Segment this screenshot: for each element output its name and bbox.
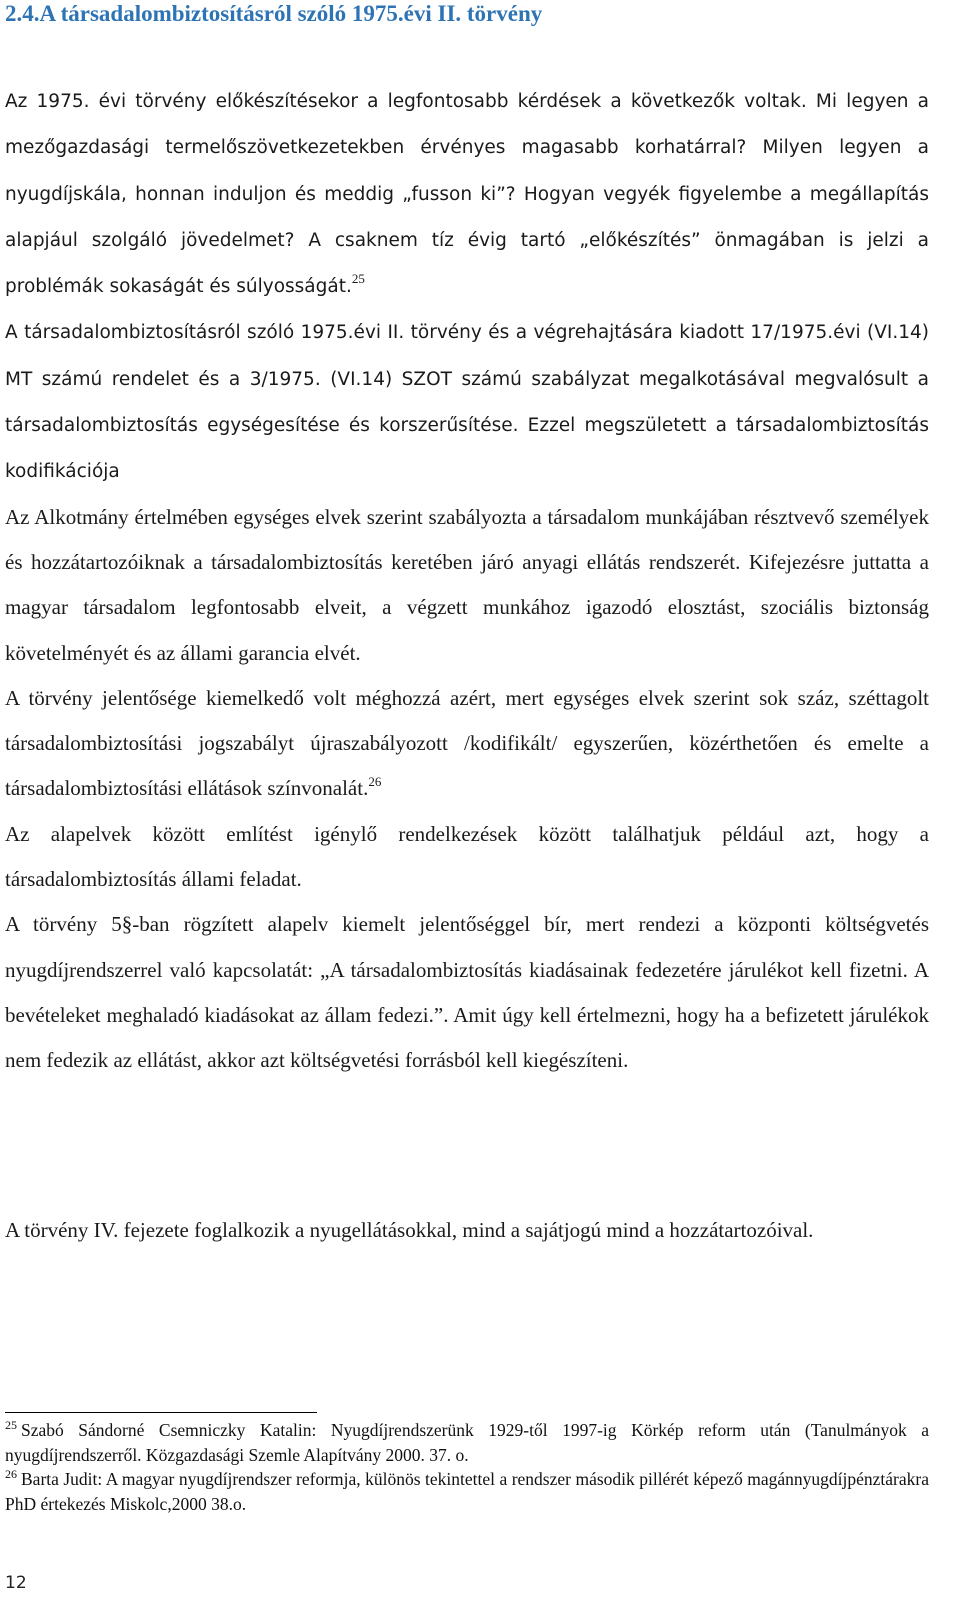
paragraph-6: A törvény 5§-ban rögzített alapelv kiemelt jelentőséggel bír, mert rendezi a központi költségvetés nyugdíjrendszerrel való kapcsolatát: „A társadalombiztosítás kiadásainak fedezetére járulékot kell fizetni. A bevételeket meghaladó kiadásokat az állam fedezi.”. Amit úgy kell értelmezni, hogy ha a befizetett járulékok nem fedezik az ellátást, akkor azt költségvetési forrásból kell kiegészíteni. (5, 912, 929, 1073)
footnote-number: 26 (5, 1467, 17, 1481)
paragraph-2: A társadalombiztosításról szóló 1975.évi II. törvény és a végrehajtására kiadott 17/1975.évi (VI.14) MT számú rendelet és a 3/1975. (VI.14) SZOT számú szabályzat megalkotásával megvalósult a társadalombiztosítás egységesítése és korszerűsítése. Ezzel megszületett a társadalombiztosítás kodifikációja (5, 322, 929, 483)
footnote-text: Szabó Sándorné Csemniczky Katalin: Nyugdíjrendszerünk 1929-től 1997-ig Körkép reform után (Tanulmányok a nyugdíjrendszerről. Közgazdasági Szemle Alapítvány 2000. 37. o. (5, 1420, 929, 1465)
footnote-25 (5, 1418, 929, 1467)
blank-space (5, 1084, 929, 1208)
footnote-ref-26[interactable]: 26 (368, 774, 382, 790)
footnote-separator (5, 1412, 317, 1413)
body-text (5, 78, 929, 1253)
paragraph-4: A törvény jelentősége kiemelkedő volt méghozzá azért, mert egységes elvek szerint sok száz, széttagolt társadalombiztosítási jogszabályt újraszabályozott /kodifikált/ egyszerűen, közérthetően és emelte a társadalombiztosítási ellátások színvonalát.$^{26}$ (5, 685, 929, 801)
page-number: 12 (5, 1573, 27, 1593)
footnotes (5, 1418, 929, 1516)
paragraph-7: A törvény IV. fejezete foglalkozik a nyugellátásokkal, mind a sajátjogú mind a hozzátartozóival. (5, 1217, 814, 1242)
footnote-text: Barta Judit: A magyar nyugdíjrendszer reformja, különös tekintettel a rendszer második pillérét képező magánnyugdíjpénztárakra PhD értekezés Miskolc,2000 38.o. (5, 1469, 929, 1514)
footnote-ref-25[interactable]: 25 (351, 271, 365, 287)
footnote-number: 25 (5, 1418, 17, 1432)
paragraph-3: Az Alkotmány értelmében egységes elvek szerint szabályozta a társadalom munkájában résztvevő személyek és hozzátartozóiknak a társadalombiztosítás keretében járó anyagi ellátás rendszerét. Kifejezésre juttatta a magyar társadalom legfontosabb elveit, a végzett munkához igazodó elosztást, szociális biztonság követelményét és az állami garancia elvét. (5, 504, 929, 665)
section-heading: 2.4.A társadalombiztosításról szóló 1975.évi II. törvény (5, 1, 543, 26)
paragraph-1: Az 1975. évi törvény előkészítésekor a legfontosabb kérdések a következők voltak. Mi legyen a mezőgazdasági termelőszövetkezetekben érvényes magasabb korhatárral? Milyen legyen a nyugdíjskála, honnan induljon és meddig „fusson ki”? Hogyan vegyék figyelembe a megállapítás alapjául szolgáló jövedelmet? A csaknem tíz évig tartó „előkészítés” önmagában is jelzi a problémák sokaságát és súlyosságát.$^{25}$ (5, 91, 929, 298)
footnote-26 (5, 1467, 929, 1516)
paragraph-5: Az alapelvek között említést igénylő rendelkezések között találhatjuk például azt, hogy a társadalombiztosítás állami feladat. (5, 821, 929, 892)
